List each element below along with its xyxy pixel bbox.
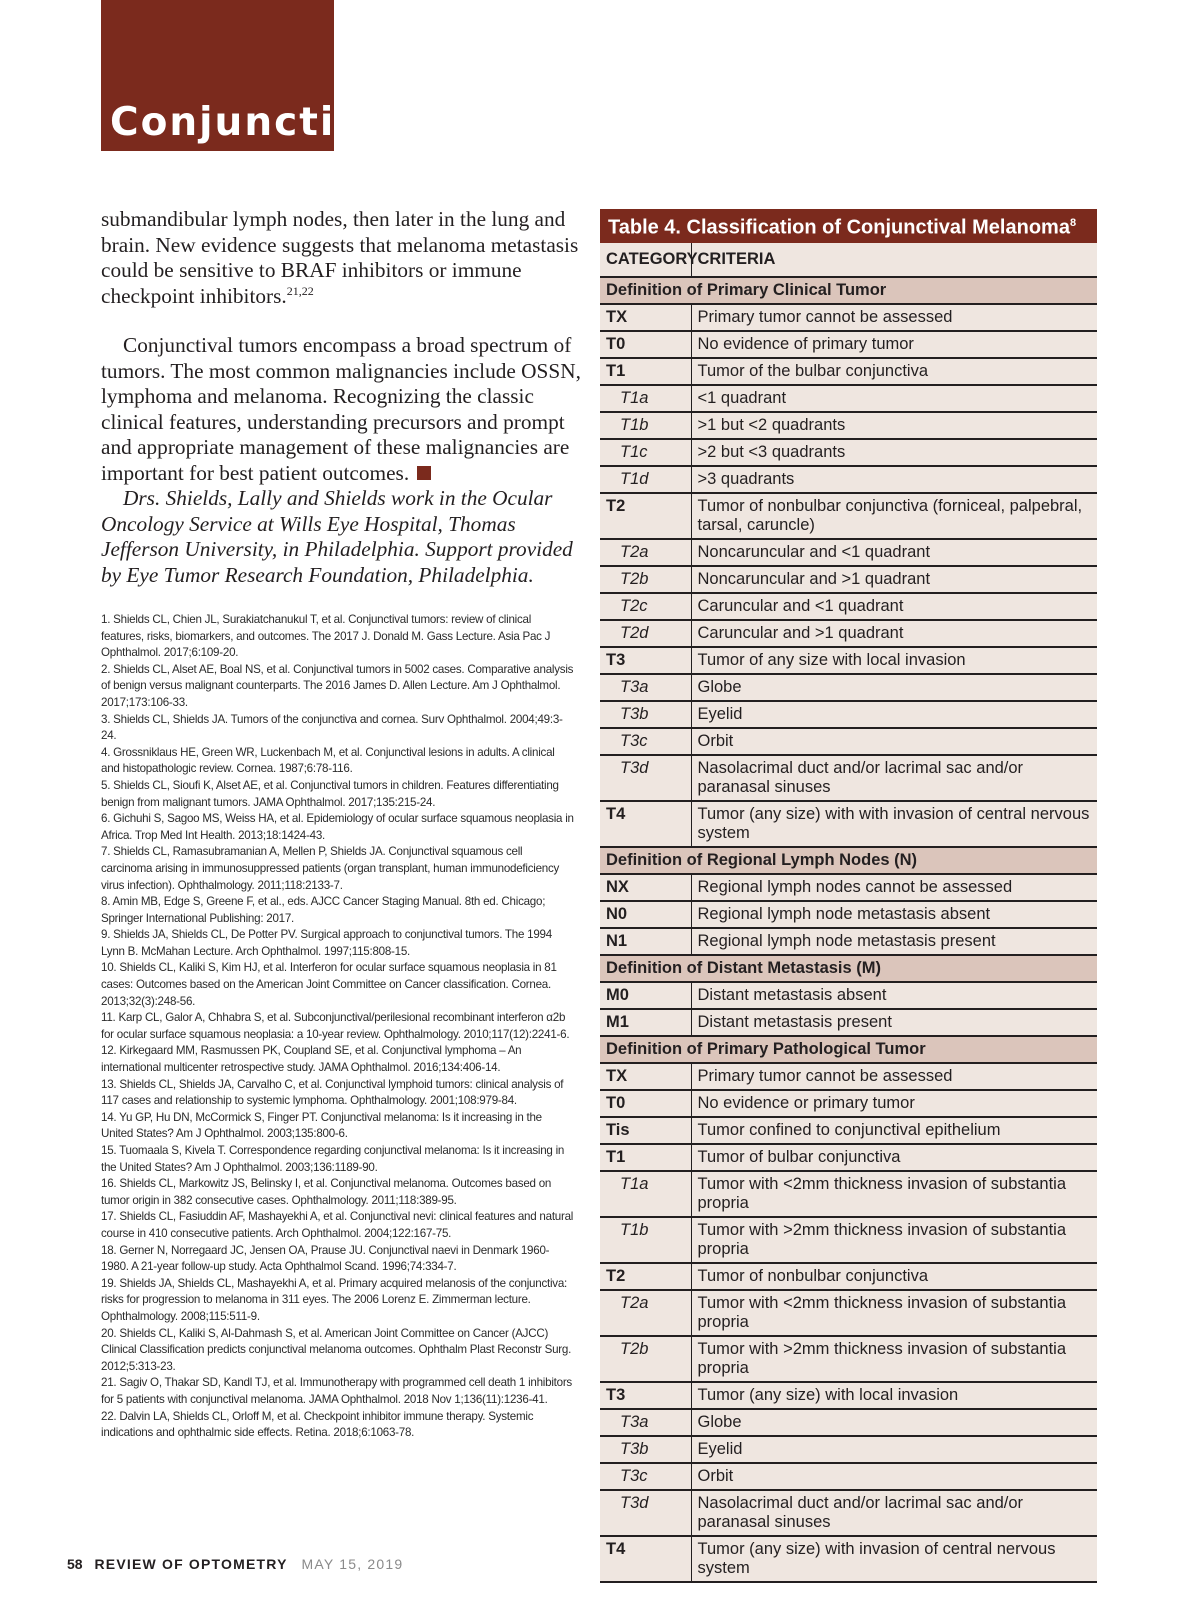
table-cell-criteria: Orbit [691,1463,1097,1490]
table-row [600,801,1097,847]
table-cell-criteria: Eyelid [691,701,1097,728]
table-cell-criteria: Tumor of the bulbar conjunctiva [691,358,1097,385]
table-title-row [600,209,1097,243]
table-cell-criteria: Globe [691,674,1097,701]
reference-item: 19. Shields JA, Shields CL, Mashayekhi A, et al. Primary acquired melanosis of the conjunctiva: risks for progression to melanoma in 311 eyes. The 2006 Lorenz E. Zimmerman lecture. Ophthalmology. 2008;115:511-9. [101,1276,568,1323]
table-row [600,620,1097,647]
table-row [600,493,1097,539]
table-cell-criteria: >2 but <3 quadrants [691,439,1097,466]
table-cell-criteria: <1 quadrant [691,385,1097,412]
reference-item: 13. Shields CL, Shields JA, Carvalho C, et al. Conjunctival lymphoid tumors: clinical analysis of 117 cases and relationship to systemic lymphoma. Ophthalmology. 2001;108:979-84. [101,1077,564,1108]
table-cell-category: T3a [600,674,691,701]
table-row [600,1436,1097,1463]
reference-item: 16. Shields CL, Markowitz JS, Belinsky I, et al. Conjunctival melanoma. Outcomes based on tumor origin in 382 consecutive cases. Ophthalmology. 2011;118:389-95. [101,1177,552,1207]
table-cell-category: N1 [600,928,691,955]
table-cell-category: T2d [600,620,691,647]
table-cell-criteria: Distant metastasis absent [691,982,1097,1009]
article-body [101,207,581,588]
table-cell-criteria: Caruncular and <1 quadrant [691,593,1097,620]
table-row [600,1409,1097,1436]
table-row [600,928,1097,955]
table-cell-category: T3 [600,647,691,674]
table-cell-category: Tis [600,1117,691,1144]
table-row [600,412,1097,439]
table-cell-category: T2c [600,593,691,620]
table-row [600,1263,1097,1290]
table-cell-criteria: Tumor of nonbulbar conjunctiva (forniceal, palpebral, tarsal, caruncle) [691,493,1097,539]
table-cell-criteria: Noncaruncular and <1 quadrant [691,539,1097,566]
table-cell-criteria: Distant metastasis present [691,1009,1097,1036]
table-cell-criteria: Regional lymph nodes cannot be assessed [691,874,1097,901]
table-row [600,1536,1097,1582]
table-cell-category: M0 [600,982,691,1009]
table-row [600,647,1097,674]
table-row [600,1144,1097,1171]
table-header-category: CATEGORY [600,243,691,277]
table-cell-criteria: Regional lymph node metastasis present [691,928,1097,955]
reference-item: 21. Sagiv O, Thakar SD, Kandl TJ, et al. Immunotherapy with programmed cell death 1 inhibitors for 5 patients with conjunctival melanoma. JAMA Ophthalmol. 2018 Nov 1;136(11):1236-41. [101,1376,572,1406]
table-cell-criteria: Tumor confined to conjunctival epithelium [691,1117,1097,1144]
section-title: Conjunctiva [110,100,391,145]
table-cell-category: T1 [600,358,691,385]
table-cell-category: T3b [600,701,691,728]
table-cell-category: NX [600,874,691,901]
table-row [600,439,1097,466]
table-row [600,466,1097,493]
table-section-row [600,847,1097,874]
table-cell-criteria: Tumor with >2mm thickness invasion of substantia propria [691,1217,1097,1263]
reference-item: 15. Tuomaala S, Kivela T. Correspondence regarding conjunctival melanoma: Is it increasing in the United States? Am J Ophthalmol. 2003;136:1189-90. [101,1144,565,1174]
table-row [600,331,1097,358]
table-cell-category: M1 [600,1009,691,1036]
table-cell-category: T3d [600,755,691,801]
table-row [600,1171,1097,1217]
table-cell-criteria: Tumor (any size) with local invasion [691,1382,1097,1409]
table-row [600,358,1097,385]
table-cell-criteria: Primary tumor cannot be assessed [691,1063,1097,1090]
reference-item: 20. Shields CL, Kaliki S, Al-Dahmash S, et al. American Joint Committee on Cancer (AJCC) Clinical Classification predicts conjunctival melanoma outcomes. Ophthalm Plast Reconstr Surg. 2012;5:313-23. [101,1326,572,1373]
table-row [600,728,1097,755]
table-header-criteria: CRITERIA [691,243,1097,277]
table-row [600,701,1097,728]
table-cell-criteria: No evidence or primary tumor [691,1090,1097,1117]
table-header-row [600,243,1097,277]
table-row [600,1217,1097,1263]
table-row [600,1009,1097,1036]
table-cell-category: T2b [600,1336,691,1382]
table-cell-category: T2a [600,1290,691,1336]
table-cell-criteria: Eyelid [691,1436,1097,1463]
table-cell-category: T1b [600,412,691,439]
table-row [600,982,1097,1009]
reference-item: 14. Yu GP, Hu DN, McCormick S, Finger PT. Conjunctival melanoma: Is it increasing in the United States? Am J Ophthalmol. 2003;135:800-6. [101,1110,542,1141]
table-cell-criteria: Tumor of bulbar conjunctiva [691,1144,1097,1171]
reference-item: 1. Shields CL, Chien JL, Surakiatchanukul T, et al. Conjunctival tumors: review of clinical features, risks, biomarkers, and outcomes. The 2017 J. Donald M. Gass Lecture. Asia Pac J Ophthalmol. 2017;6:109-20. [101,613,551,660]
page-number: 58 [67,1556,83,1572]
table-cell-category: T0 [600,1090,691,1117]
table-cell-criteria: Noncaruncular and >1 quadrant [691,566,1097,593]
table-cell-category: T2 [600,493,691,539]
table-cell-category: T3a [600,1409,691,1436]
table-row [600,1336,1097,1382]
table-row [600,674,1097,701]
table-row [600,539,1097,566]
table-section-label: Definition of Regional Lymph Nodes (N) [600,847,1097,874]
table-cell-criteria: Tumor (any size) with with invasion of central nervous system [691,801,1097,847]
reference-item: 9. Shields JA, Shields CL, De Potter PV. Surgical approach to conjunctival tumors. The 1994 Lynn B. McMahan Lecture. Arch Ophthalmol. 1997;115:808-15. [101,928,552,958]
table-row [600,1463,1097,1490]
table-cell-category: T1d [600,466,691,493]
body-paragraph: submandibular lymph nodes, then later in the lung and brain. New evidence suggests that melanoma metastasis could be sensitive to BRAF inhibitors or immune checkpoint inhibitors.$^{21,22}$ [101,207,579,308]
table-row [600,1290,1097,1336]
classification-table [600,209,1097,1583]
table-row [600,1117,1097,1144]
table-cell-category: T3c [600,728,691,755]
table-row [600,874,1097,901]
end-mark-icon [417,466,431,480]
table-cell-criteria: Tumor of any size with local invasion [691,647,1097,674]
table-row [600,1090,1097,1117]
table-cell-category: TX [600,304,691,331]
table-cell-category: N0 [600,901,691,928]
table-cell-category: T1b [600,1217,691,1263]
table-section-row [600,277,1097,304]
reference-item: 18. Gerner N, Norregaard JC, Jensen OA, Prause JU. Conjunctival naevi in Denmark 1960-1980. A 21-year follow-up study. Acta Ophthalmol Scand. 1996;74:334-7. [101,1243,550,1274]
table-cell-category: T3c [600,1463,691,1490]
table-cell-category: T1a [600,385,691,412]
table-cell-criteria: Orbit [691,728,1097,755]
table-section-row [600,1036,1097,1063]
table-cell-category: T3 [600,1382,691,1409]
table-cell-criteria: Regional lymph node metastasis absent [691,901,1097,928]
table-cell-category: T2b [600,566,691,593]
table-cell-criteria: No evidence of primary tumor [691,331,1097,358]
reference-item: 10. Shields CL, Kaliki S, Kim HJ, et al. Interferon for ocular surface squamous neoplasia in 81 cases: Outcomes based on the American Joint Committee on Cancer classification. Cornea. 2013;32(3):248-56. [101,961,557,1008]
body-paragraph: Conjunctival tumors encompass a broad spectrum of tumors. The most common malignancies include OSSN, lymphoma and melanoma. Recognizing the classic clinical features, understanding precursors and prompt and appropriate management of these malignancies are important for best patient outcomes. [101,333,581,485]
reference-item: 7. Shields CL, Ramasubramanian A, Mellen P, Shields JA. Conjunctival squamous cell carcinoma arising in immunosuppressed patients (organ transplant, human immunodeficiency virus infection). Ophthalmology. 2011;118:2133-7. [101,845,560,892]
table-row [600,385,1097,412]
table-cell-criteria: Globe [691,1409,1097,1436]
table-cell-category: T1c [600,439,691,466]
table-row [600,901,1097,928]
table-title: Table 4. Classification of Conjunctival Melanoma$^8$ [600,209,1097,243]
table-cell-criteria: Nasolacrimal duct and/or lacrimal sac and/or paranasal sinuses [691,755,1097,801]
reference-item: 11. Karp CL, Galor A, Chhabra S, et al. Subconjunctival/perilesional recombinant interferon α2b for ocular surface squamous neoplasia: a 10-year review. Ophthalmology. 2010;117(12):2241-6. [101,1011,570,1041]
reference-item: 4. Grossniklaus HE, Green WR, Luckenbach M, et al. Conjunctival lesions in adults. A clinical and histopathologic review. Cornea. 1987;6:78-116. [101,745,555,776]
issue-date: MAY 15, 2019 [301,1556,404,1572]
table-section-row [600,955,1097,982]
reference-item: 22. Dalvin LA, Shields CL, Orloff M, et al. Checkpoint inhibitor immune therapy. Systemic indications and ophthalmic side effects. Retina. 2018;6:1063-78. [101,1409,534,1440]
table-row [600,566,1097,593]
table-cell-category: T1 [600,1144,691,1171]
table-cell-category: T4 [600,801,691,847]
table-row [600,755,1097,801]
table-cell-category: T3b [600,1436,691,1463]
table-cell-criteria: >1 but <2 quadrants [691,412,1097,439]
table-row [600,1382,1097,1409]
reference-item: 5. Shields CL, Sioufi K, Alset AE, et al. Conjunctival tumors in children. Features differentiating benign from malignant tumors. JAMA Ophthalmol. 2017;135:215-24. [101,778,559,809]
reference-item: 8. Amin MB, Edge S, Greene F, et al., eds. AJCC Cancer Staging Manual. 8th ed. Chicago; Springer International Publishing: 2017. [101,895,546,925]
table-section-label: Definition of Primary Pathological Tumor [600,1036,1097,1063]
table-cell-criteria: Tumor of nonbulbar conjunctiva [691,1263,1097,1290]
table-cell-category: T3d [600,1490,691,1536]
table-row [600,593,1097,620]
table-cell-criteria: Nasolacrimal duct and/or lacrimal sac and/or paranasal sinuses [691,1490,1097,1536]
publication-name: REVIEW OF OPTOMETRY [94,1556,288,1572]
table-cell-criteria: >3 quadrants [691,466,1097,493]
table-cell-category: T2 [600,1263,691,1290]
table-section-label: Definition of Distant Metastasis (M) [600,955,1097,982]
table-cell-criteria: Tumor with <2mm thickness invasion of substantia propria [691,1290,1097,1336]
table-cell-criteria: Tumor (any size) with invasion of central nervous system [691,1536,1097,1582]
citation-superscript: 21,22 [286,283,314,298]
section-tab [101,0,391,151]
references-list [101,612,576,1442]
table-cell-category: T2a [600,539,691,566]
table-cell-category: T4 [600,1536,691,1582]
table-cell-category: TX [600,1063,691,1090]
table-cell-criteria: Tumor with >2mm thickness invasion of substantia propria [691,1336,1097,1382]
author-bio: Drs. Shields, Lally and Shields work in the Ocular Oncology Service at Wills Eye Hospital, Thomas Jefferson University, in Philadelphia. Support provided by Eye Tumor Research Foundation, Philadelphia. [101,486,573,587]
reference-item: 17. Shields CL, Fasiuddin AF, Mashayekhi A, et al. Conjunctival nevi: clinical features and natural course in 410 consecutive patients. Arch Ophthalmol. 2004;122:167-75. [101,1210,574,1240]
table-section-label: Definition of Primary Clinical Tumor [600,277,1097,304]
table-cell-criteria: Tumor with <2mm thickness invasion of substantia propria [691,1171,1097,1217]
reference-item: 3. Shields CL, Shields JA. Tumors of the conjunctiva and cornea. Surv Ophthalmol. 2004;49:3-24. [101,712,563,743]
table-cell-category: T1a [600,1171,691,1217]
reference-item: 2. Shields CL, Alset AE, Boal NS, et al. Conjunctival tumors in 5002 cases. Comparative analysis of benign versus malignant counterparts. The 2016 James D. Allen Lecture. Am J Ophthalmol. 2017;173:106-33. [101,662,574,709]
table-title-ref: 8 [1069,217,1077,230]
table-cell-criteria: Caruncular and >1 quadrant [691,620,1097,647]
table-row [600,1063,1097,1090]
table-row [600,304,1097,331]
table-cell-category: T0 [600,331,691,358]
table-cell-criteria: Primary tumor cannot be assessed [691,304,1097,331]
reference-item: 6. Gichuhi S, Sagoo MS, Weiss HA, et al. Epidemiology of ocular surface squamous neoplasia in Africa. Trop Med Int Health. 2013;18:1424-43. [101,812,574,842]
page-footer [67,1556,403,1572]
table-row [600,1490,1097,1536]
reference-item: 12. Kirkegaard MM, Rasmussen PK, Coupland SE, et al. Conjunctival lymphoma – An international multicenter retrospective study. JAMA Ophthalmol. 2016;134:406-14. [101,1044,522,1075]
